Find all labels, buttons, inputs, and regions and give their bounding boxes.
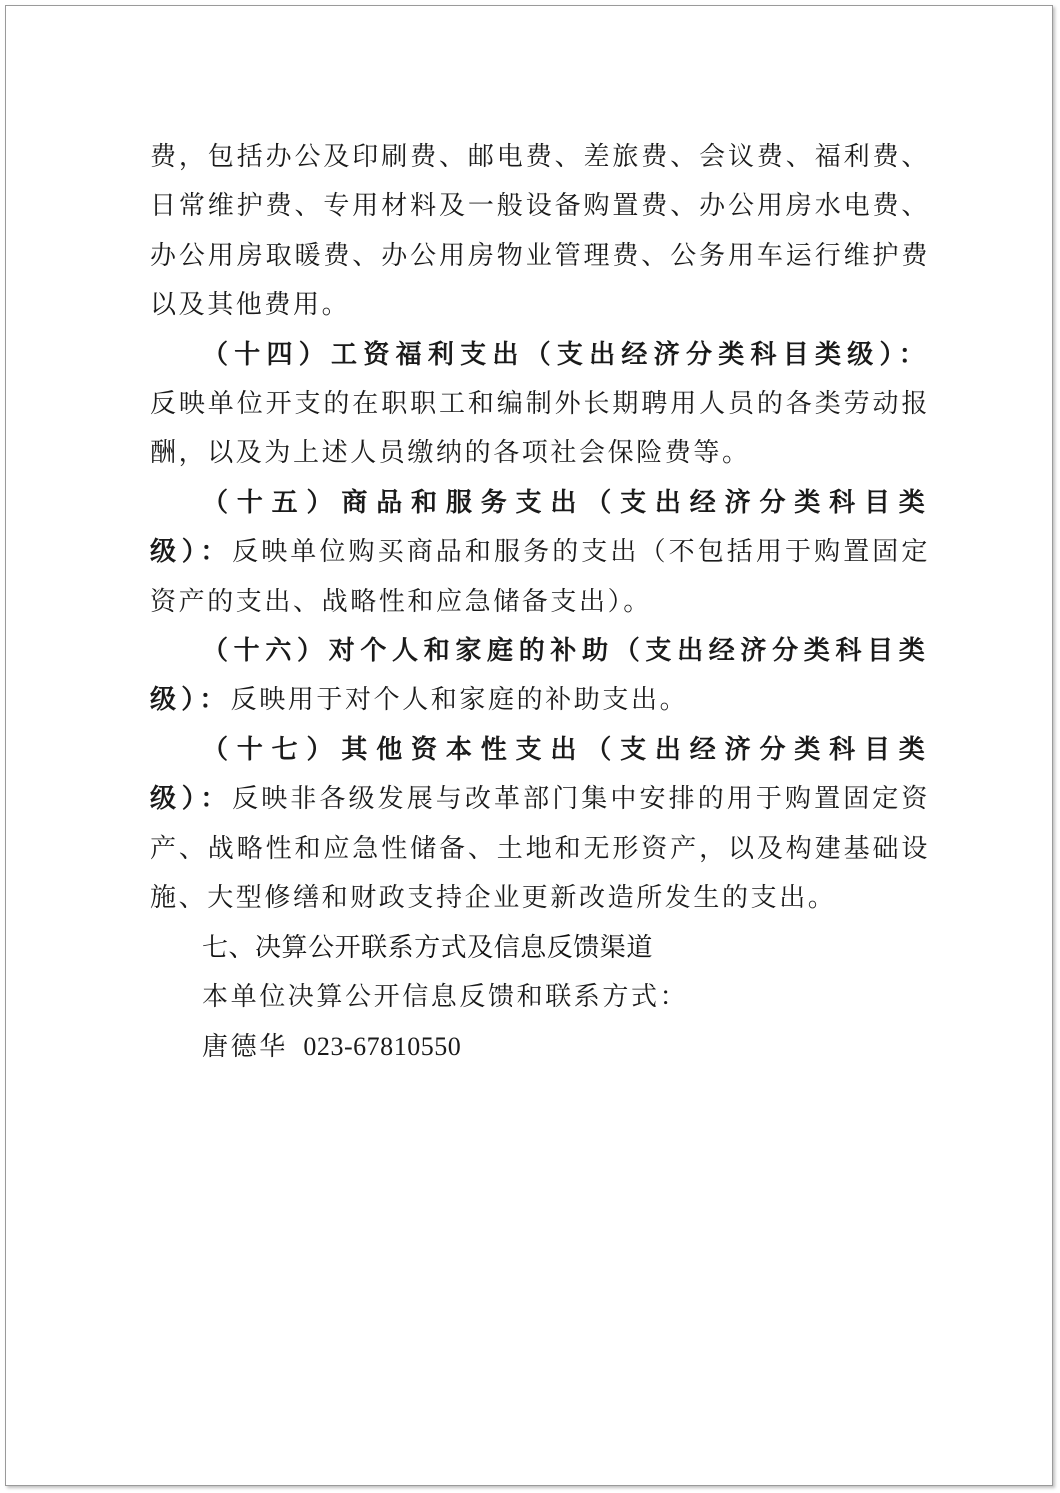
- paragraph-16-household-subsidy: [150, 627, 930, 726]
- paragraph-text: 费，包括办公及印刷费、邮电费、差旅费、会议费、福利费、日常维护费、专用材料及一般设备购置费、办公用房水电费、办公用房取暖费、办公用房物业管理费、公务用车运行维护费以及其他费用。: [150, 142, 930, 321]
- contact-name: 唐德华: [202, 1032, 288, 1063]
- document-body: [150, 133, 930, 1073]
- paragraph-lead: （十七）其他资本性支出（支出经济分类科目类级）：: [150, 734, 930, 815]
- paragraph-text: 反映非各级发展与改革部门集中安排的用于购置固定资产、战略性和应急性储备、土地和无形资产，以及构建基础设施、大型修缮和财政支持企业更新改造所发生的支出。: [150, 784, 930, 914]
- paragraph-text: 反映用于对个人和家庭的补助支出。: [230, 685, 689, 716]
- paragraph-14-wage-welfare: [150, 331, 930, 479]
- paragraph-15-goods-services: [150, 479, 930, 627]
- contact-line: [150, 1022, 930, 1072]
- section-heading: 七、决算公开联系方式及信息反馈渠道: [202, 932, 653, 963]
- paragraph-lead: （十五）商品和服务支出（支出经济分类科目类级）：: [150, 487, 930, 568]
- contact-intro: 本单位决算公开信息反馈和联系方式：: [202, 981, 689, 1012]
- paragraph-text: 反映单位开支的在职职工和编制外长期聘用人员的各类劳动报酬，以及为上述人员缴纳的各项社会保险费等。: [150, 389, 930, 469]
- contact-phone: 023-67810550: [303, 1032, 462, 1062]
- paragraph-text: 反映单位购买商品和服务的支出（不包括用于购置固定资产的支出、战略性和应急储备支出）。: [150, 537, 930, 617]
- paragraph-lead: （十六）对个人和家庭的补助（支出经济分类科目类级）：: [150, 636, 930, 716]
- paragraph-continuation: [150, 133, 930, 331]
- paragraph-lead: （十四）工资福利支出（支出经济分类科目类级）：: [202, 339, 930, 370]
- paragraph-17-other-capital: [150, 726, 930, 924]
